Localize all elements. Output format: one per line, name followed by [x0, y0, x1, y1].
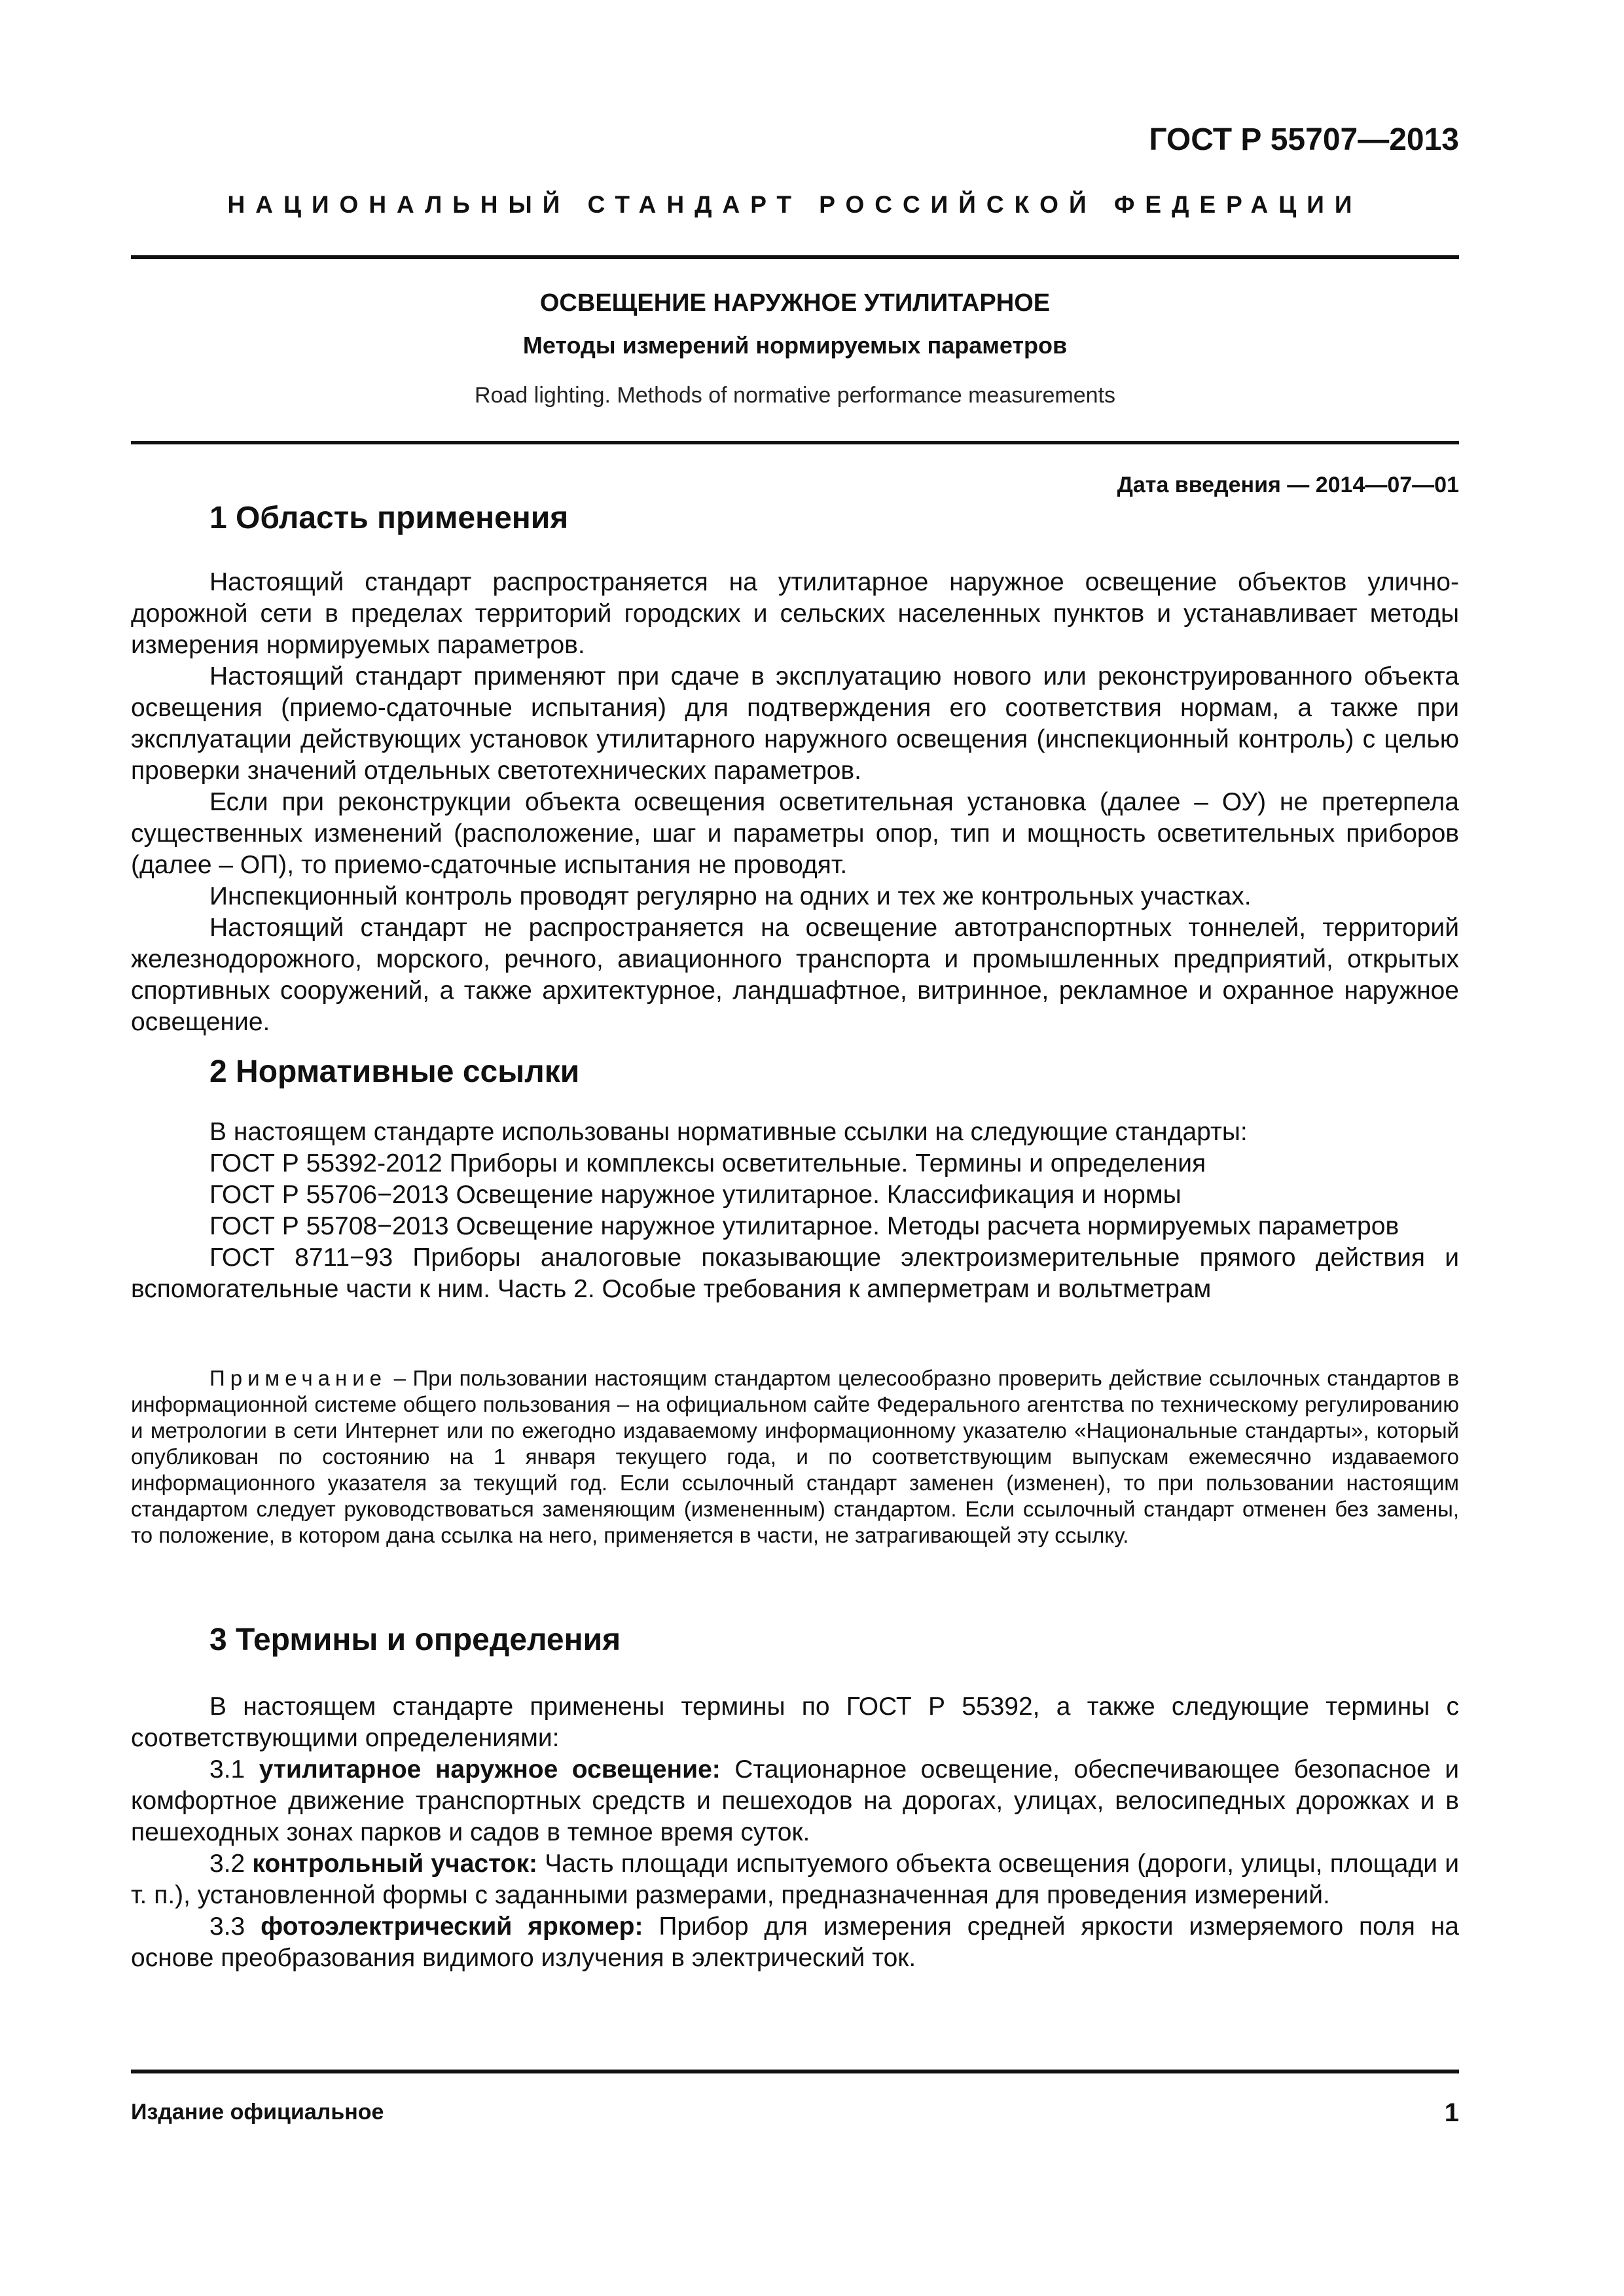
reference-item — [131, 1179, 1459, 1211]
term-number: 3.3 — [209, 1912, 261, 1941]
section-1-body — [131, 567, 1459, 1038]
paragraph-text: Инспекционный контроль проводят регулярно на одних и тех же контрольных участках. — [209, 882, 1252, 910]
term-definition-text: Прибор для измерения средней яркости измеряемого поля на основе преобразования видимого излучения в электрический ток. — [131, 1912, 1459, 1972]
term-name: фотоэлектрический яркомер: — [261, 1912, 643, 1941]
official-edition-label: Издание официальное — [131, 2100, 384, 2125]
term-definition — [131, 1848, 1459, 1911]
document-title: ОСВЕЩЕНИЕ НАРУЖНОЕ УТИЛИТАРНОЕ — [539, 289, 1051, 317]
term-name: контрольный участок: — [252, 1850, 537, 1878]
paragraph-text: Настоящий стандарт распространяется на утилитарное наружное освещение объектов улично-дорожной сети в пределах территорий городских и сельских населенных пунктов и устанавливает методы измерения нормируемых параметров. — [131, 568, 1459, 659]
reference-item — [131, 1242, 1459, 1305]
term-definition-text: Стационарное освещение, обеспечивающее безопасное и комфортное движение транспортных средств и пешеходов на дорогах, улицах, велосипедных дорожках и в пешеходных зонах парков и садов в темное время суток. — [131, 1755, 1459, 1846]
title-divider — [131, 441, 1459, 444]
reference-text: ГОСТ 8711−93 Приборы аналоговые показывающие электроизмерительные прямого действия и вспомогательные части к ним. Часть 2. Особые требования к амперметрам и вольтметрам — [131, 1244, 1459, 1303]
paragraph — [131, 787, 1459, 881]
section-3-body — [131, 1691, 1459, 1974]
paragraph — [131, 1117, 1459, 1148]
reference-item — [131, 1148, 1459, 1179]
reference-item — [131, 1211, 1459, 1242]
section-2-heading: 2 Нормативные ссылки — [209, 1054, 580, 1089]
introduction-date: Дата введения — 2014—07—01 — [1117, 473, 1459, 497]
paragraph-text: В настоящем стандарте использованы нормативные ссылки на следующие стандарты: — [209, 1118, 1248, 1146]
note-paragraph — [131, 1365, 1459, 1549]
footer-divider — [131, 2070, 1459, 2073]
paragraph-text: В настоящем стандарте применены термины по ГОСТ Р 55392, а также следующие термины с соответствующими определениями: — [131, 1693, 1459, 1752]
paragraph — [131, 567, 1459, 661]
paragraph-text: Настоящий стандарт применяют при сдаче в эксплуатацию нового или реконструированного объекта освещения (приемо-сдаточные испытания) для подтверждения его соответствия нормам, а также при эксплуатации действующих установок утилитарного наружного освещения (инспекционный контроль) с целью проверки значений отдельных светотехнических параметров. — [131, 662, 1459, 785]
paragraph — [131, 1691, 1459, 1754]
document-subtitle: Методы измерений нормируемых параметров — [522, 332, 1068, 359]
section-1-heading: 1 Область применения — [209, 501, 569, 535]
paragraph — [131, 881, 1459, 912]
page-number: 1 — [1444, 2098, 1459, 2127]
document-title-english: Road lighting. Methods of normative performance measurements — [475, 383, 1115, 408]
term-definition-text: Часть площади испытуемого объекта освещения (дороги, улицы, площади и т. п.), установленной формы с заданными размерами, предназначенная для проведения измерений. — [131, 1850, 1459, 1909]
term-definition — [131, 1754, 1459, 1848]
paragraph-text: Если при реконструкции объекта освещения осветительная установка (далее – ОУ) не претерпела существенных изменений (расположение, шаг и параметры опор, тип и мощность осветительных приборов (далее – ОП), то приемо-сдаточные испытания не проводят. — [131, 788, 1459, 879]
reference-text: ГОСТ Р 55706−2013 Освещение наружное утилитарное. Классификация и нормы — [209, 1181, 1182, 1209]
paragraph — [131, 661, 1459, 787]
section-2-body — [131, 1117, 1459, 1305]
document-code: ГОСТ Р 55707—2013 — [1149, 122, 1459, 157]
note-text: – При пользовании настоящим стандартом целесообразно проверить действие ссылочных стандартов в информационной системе общего пользования – на официальном сайте Федерального агентства по техническому регулированию и метрологии в сети Интернет или по ежегодно издаваемому информационному указателю «Национальные стандарты», который опубликован по состоянию на 1 января текущего года, и по соответствующим выпускам ежемесячно издаваемого информационного указателя за текущий год. Если ссылочный стандарт заменен (изменен), то при пользовании настоящим стандартом следует руководствоваться заменяющим (измененным) стандартом. Если ссылочный стандарт отменен без замены, то положение, в котором дана ссылка на него, применяется в части, не затрагивающей эту ссылку. — [131, 1366, 1459, 1547]
national-standard-heading: НАЦИОНАЛЬНЫЙ СТАНДАРТ РОССИЙСКОЙ ФЕДЕРАЦИИ — [227, 191, 1363, 218]
note-label: Примечание — [209, 1366, 388, 1390]
term-number: 3.2 — [209, 1850, 253, 1878]
section-3-heading: 3 Термины и определения — [209, 1623, 621, 1657]
reference-text: ГОСТ Р 55708−2013 Освещение наружное утилитарное. Методы расчета нормируемых параметров — [209, 1212, 1399, 1240]
term-number: 3.1 — [209, 1755, 259, 1784]
header-divider — [131, 255, 1459, 259]
paragraph — [131, 912, 1459, 1038]
reference-text: ГОСТ Р 55392-2012 Приборы и комплексы осветительные. Термины и определения — [209, 1149, 1206, 1177]
paragraph-text: Настоящий стандарт не распространяется на освещение автотранспортных тоннелей, территорий железнодорожного, морского, речного, авиационного транспорта и промышленных предприятий, открытых спортивных сооружений, а также архитектурное, ландшафтное, витринное, рекламное и охранное наружное освещение. — [131, 914, 1459, 1036]
term-name: утилитарное наружное освещение: — [259, 1755, 721, 1784]
term-definition — [131, 1911, 1459, 1974]
